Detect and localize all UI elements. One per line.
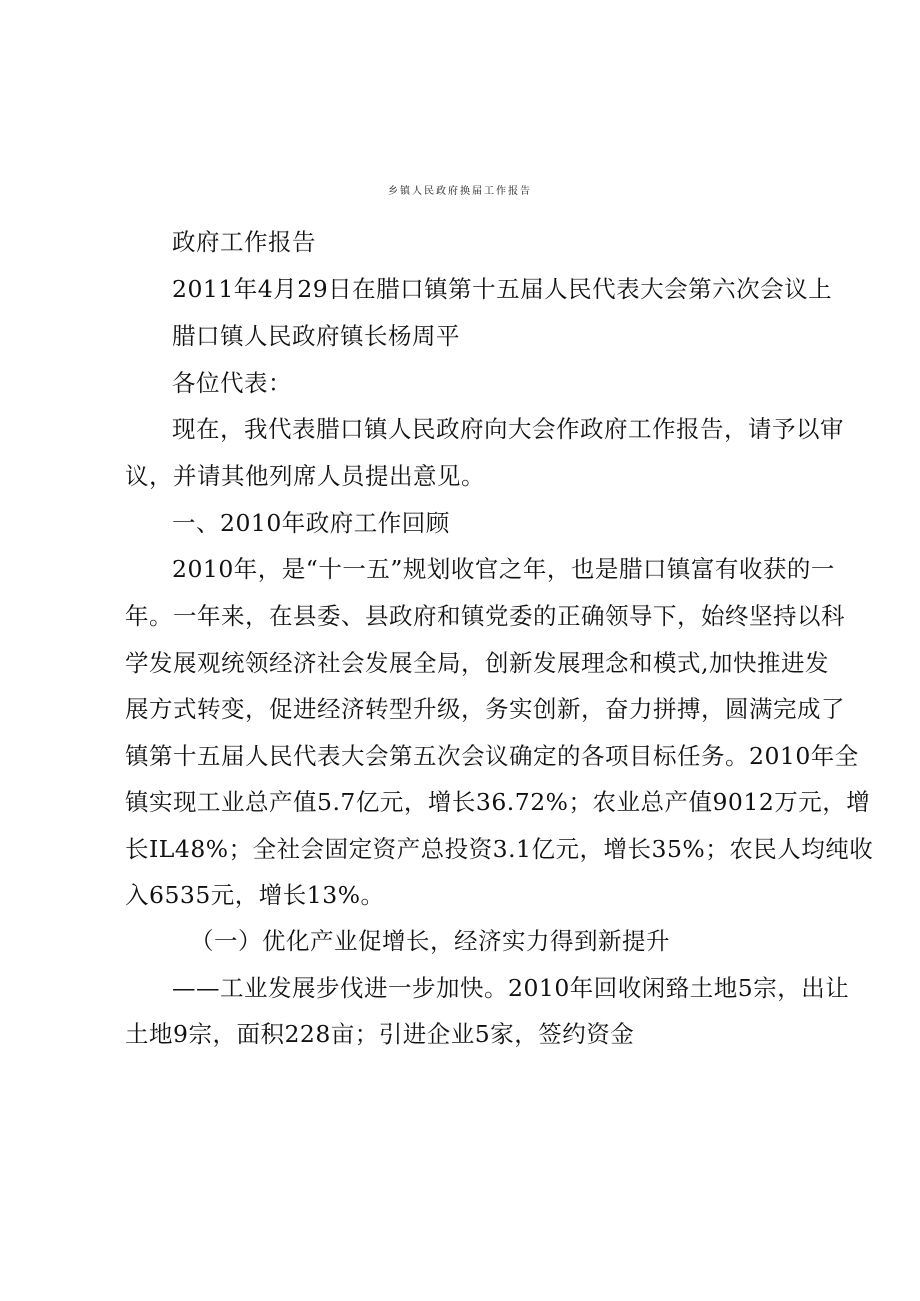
paragraph-line: 现在，我代表腊口镇人民政府向大会作政府工作报告，请予以审 (172, 415, 844, 443)
meeting-date-line: 2011年4月29日在腊口镇第十五届人民代表大会第六次会议上 (172, 275, 833, 303)
paragraph-line: 学发展观统领经济社会发展全局，创新发展理念和模式,加快推进发 (125, 649, 829, 677)
paragraph-line: 镇实现工业总产值5.7亿元，增长36.72%；农业总产值9012万元，增 (125, 788, 871, 816)
paragraph-line: 镇第十五届人民代表大会第五次会议确定的各项目标任务。2010年全 (125, 742, 859, 770)
report-heading: 政府工作报告 (172, 228, 316, 256)
paragraph-line: 入6535元，增长13%。 (125, 881, 385, 909)
document-title: 乡镇人民政府换届工作报告 (388, 186, 532, 197)
speaker-line: 腊口镇人民政府镇长杨周平 (172, 322, 460, 350)
salutation: 各位代表： (172, 369, 292, 397)
paragraph-line: 土地9宗，面积228亩；引进企业5家，签约资金 (125, 1020, 635, 1048)
paragraph-line: 年。一年来，在县委、县政府和镇党委的正确领导下，始终坚持以科 (125, 602, 845, 630)
paragraph-line: ——工业发展步伐进一步加快。2010年回收闲臵土地5宗，出让 (172, 974, 850, 1002)
section-heading: 一、2010年政府工作回顾 (172, 509, 450, 537)
subsection-heading: （一）优化产业促增长，经济实力得到新提升 (190, 927, 670, 955)
paragraph-line: 议，并请其他列席人员提出意见。 (125, 462, 485, 490)
paragraph-line: 展方式转变，促进经济转型升级，务实创新，奋力拼搏，圆满完成了 (125, 695, 845, 723)
paragraph-line: 长IL48%；全社会固定资产总投资3.1亿元，增长35%；农民人均纯收 (125, 835, 874, 863)
paragraph-line: 2010年，是“十一五”规划收官之年，也是腊口镇富有收获的一 (172, 555, 835, 583)
